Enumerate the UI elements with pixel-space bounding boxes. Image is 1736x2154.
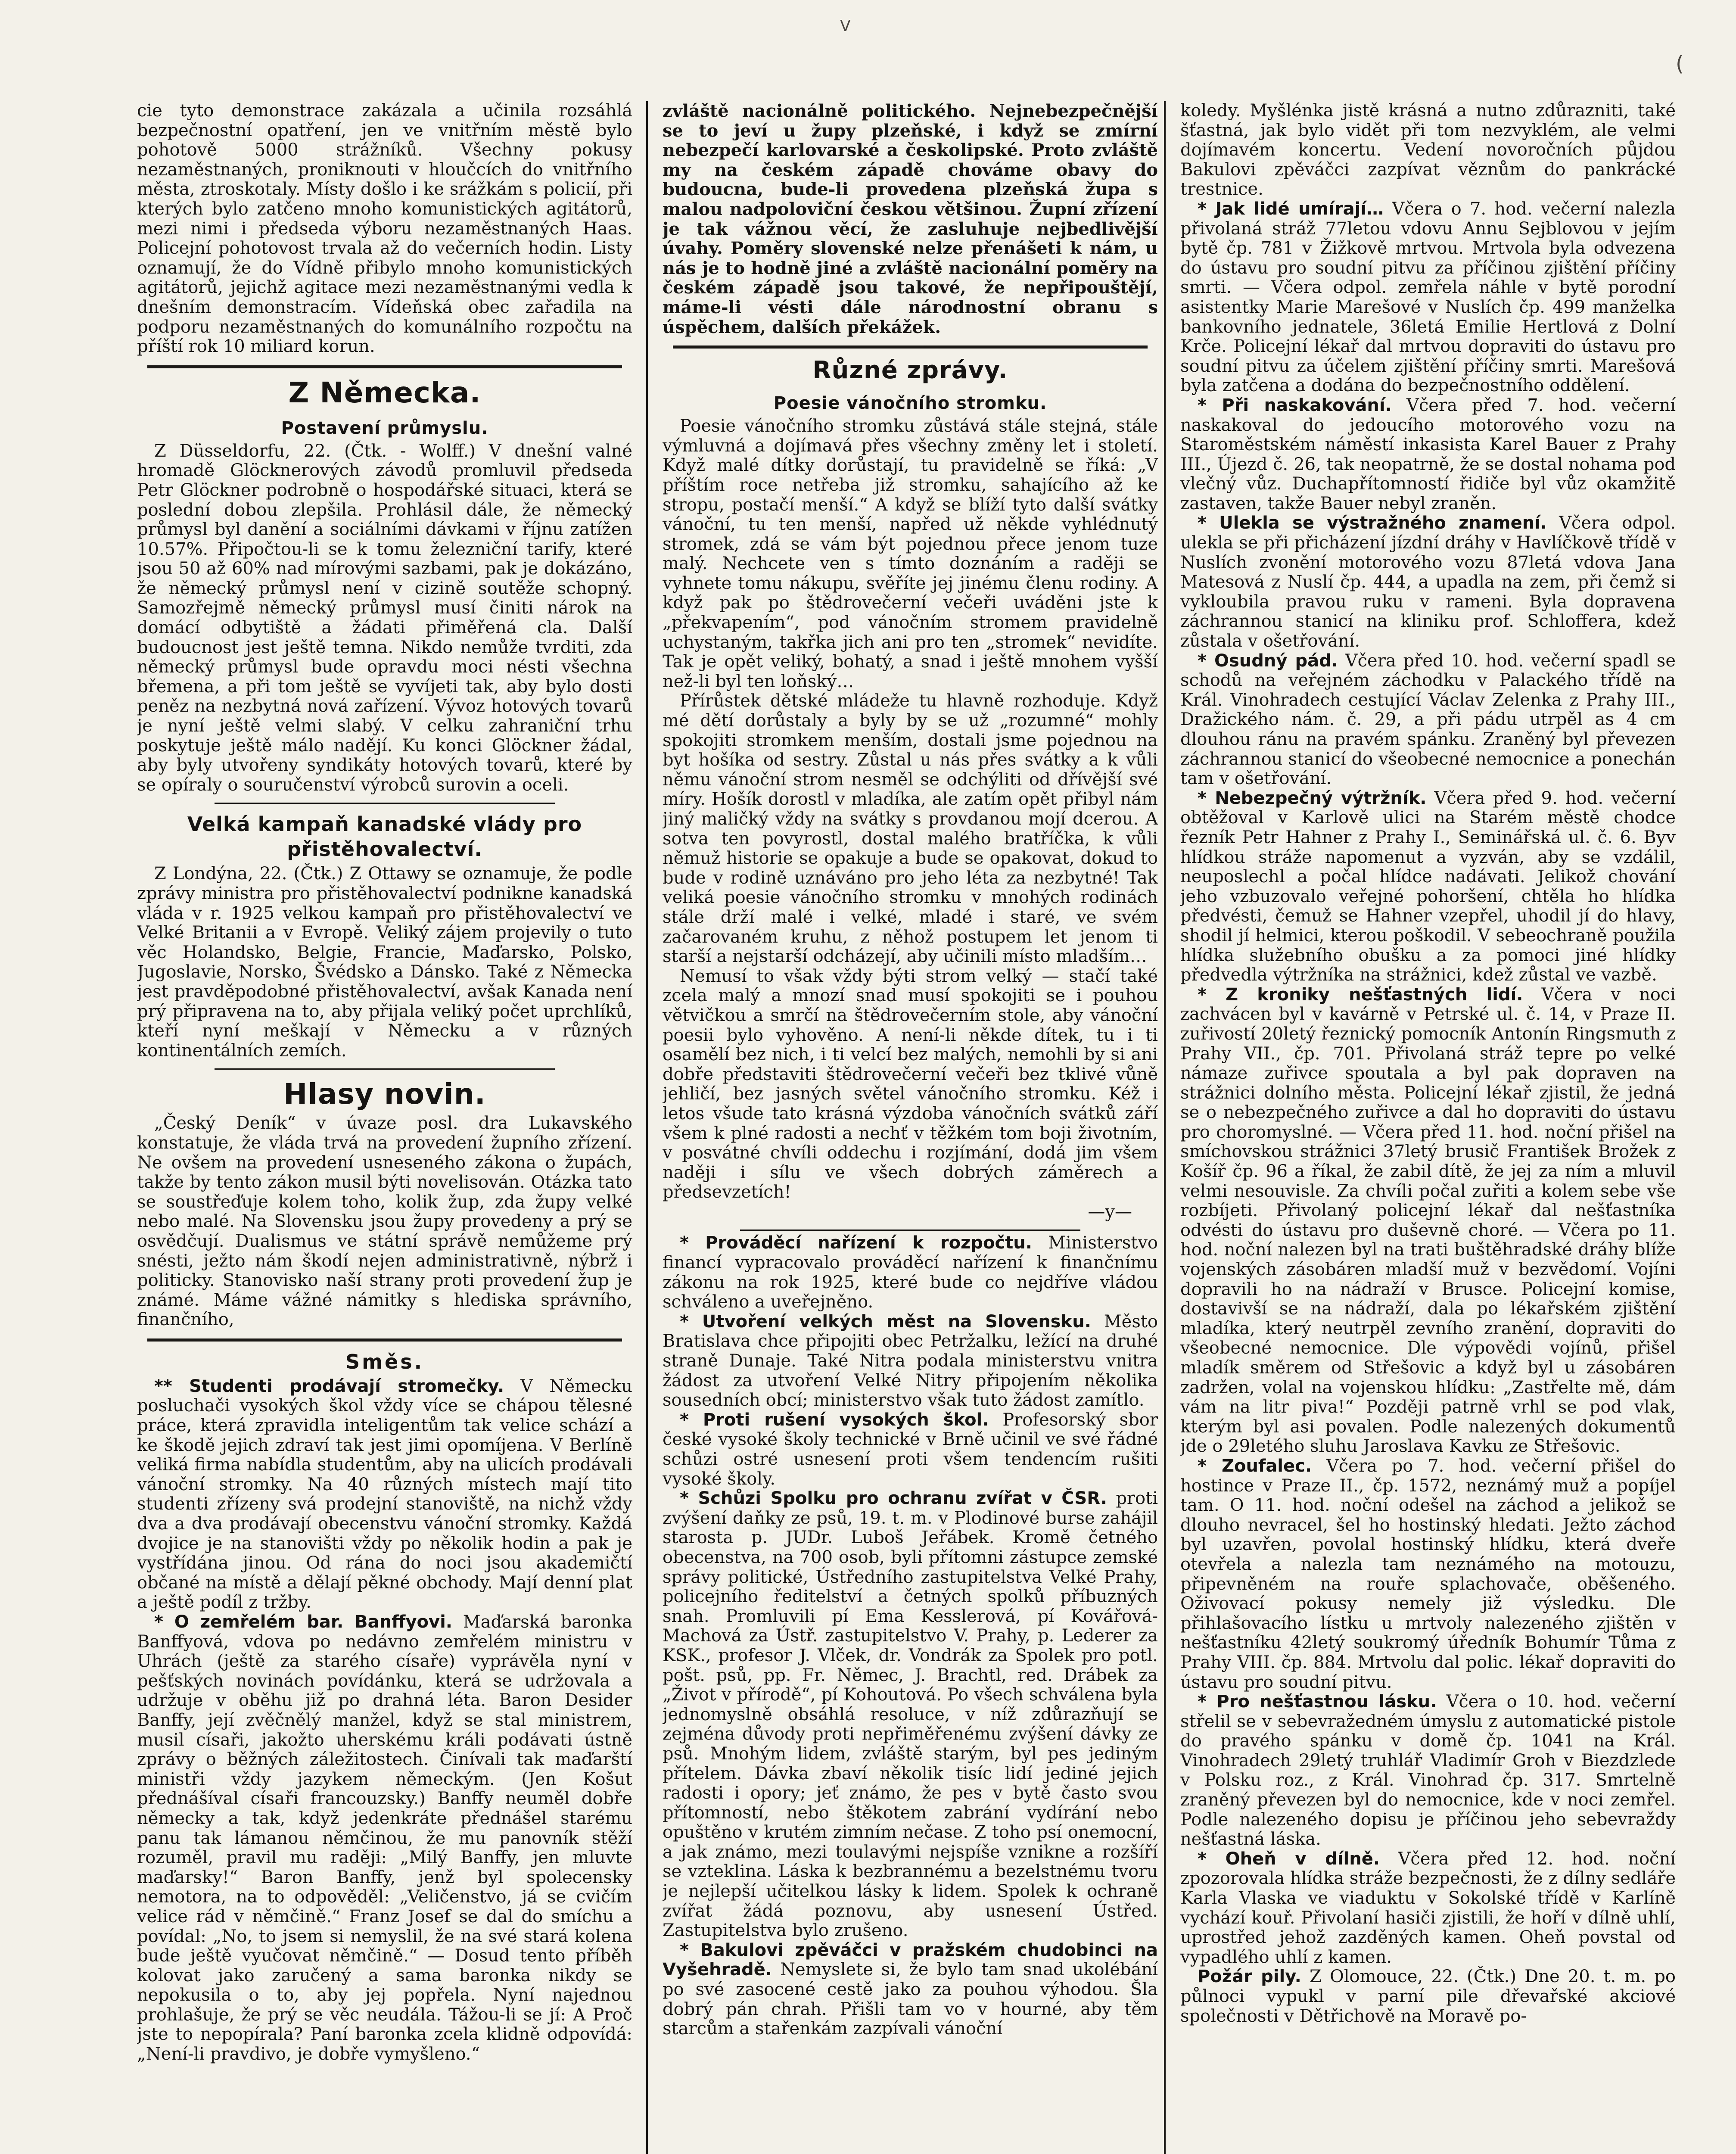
news-item [1180,514,1676,651]
news-item-kicker: * Prováděcí nařízení k rozpočtu. [680,1233,1032,1253]
news-item [663,1489,1158,1941]
news-item [137,1612,632,2064]
news-item-text: Včera před 12. hod. noční zpozorovala hlídka stráže bezpečnosti, že z dílny sedláře Karla Vlaska ve viaduktu v Sokolské třídě v Karlíně vychází kouř. Přivolaní hasiči zjistili, že hoří v dílně uhlí, uprostřed jehož zazděných kamen. Oheň povstal od vypadlého uhlí z kamen. [1180,1849,1676,1967]
article-divider [740,1230,1080,1231]
news-item [1180,396,1676,514]
article-paragraph: Z Londýna, 22. (Čtk.) Z Ottawy se oznamuje, že podle zprávy ministra pro přistěhovalectví podnikne kanadská vláda v r. 1925 velkou kampaň pro přistěhovalectví ve Velké Britanii a v Evropě. Veliký zájem projevily o tuto věc Holandsko, Belgie, Francie, Maďarsko, Polsko, Jugoslavie, Norsko, Švédsko a Dánsko. Také z Německa jest pravděpodobné přistěhovalectví, avšak Kanada není prý připravena na to, aby přijala veliký počet uprchlíků, kteří nyní meškají v Německu a v různých kontinentálních zemích. [137,864,632,1061]
news-item-kicker: ** Studenti prodávají stromečky. [154,1376,504,1396]
column-rule-1 [646,101,648,2154]
news-item-kicker: * Při naskakování. [1198,395,1392,415]
article-divider [215,1068,555,1070]
news-item [137,1377,632,1612]
article-paragraph: Z Düsseldorfu, 22. (Čtk. - Wolff.) V dnešní valné hromadě Glöcknerových závodů promluvil předseda Petr Glöckner podrobně o hospodářské situaci, která se poslední dobou zlepšila. Prohlásil dále, že německý průmysl byl danění a sociálními dávkami v říjnu zatížen 10.57%. Připočtou-li se k tomu železniční tarify, které jsou 50 až 60% nad mírovými sazbami, pak je dokázáno, že německý průmysl není v cizině soutěže schopný. Samozřejmě německý průmysl musí činiti nárok na domácí odbytiště a žádati přiměřená cla. Další budoucnost jest ještě temna. Nikdo nemůže tvrditi, zda německý průmysl bude opravdu moci nésti všechna břemena, a při tom ještě se vyvíjeti tak, aby bylo dosti peněz na nezbytná nová zařízení. Vývoz hotových tovarů je nyní ještě velmi slabý. V celku zahraniční trhu poskytuje ještě málo nadějí. Ku konci Glöckner žádal, aby byly utvořeny syndikáty hotových tovarů, které by se opíraly o souručenství výrobců surovin a oceli. [137,441,632,795]
news-item-text: Nemyslete si, že bylo tam snad ukolébání po své zasocené cestě jako za pouhou výhodou. Šla dobrý pán chrah. Přišli tam vo v hourné, aby těm starcům a stařenkám zazpívali vánoční [663,1960,1158,2039]
news-item-kicker: Požár pily. [1198,1967,1301,1987]
news-item [1180,789,1676,985]
news-item-text: Maďarská baronka Banffyová, vdova po nedávno zemřelém ministru v Uhrách (ještě za starého císaře) vyprávěla nyní v pešťských novinách povídánku, která se udržovala a udržuje v oběhu již po drahná léta. Baron Desider Banffy, její zvěčnělý manžel, když se stal ministrem, musil císaři, jakožto uherskému králi podávati ústně zprávy o běžných záležitostech. Činívali tak maďarští ministři vždy jazykem německým. (Jen Košut přednášíval císaři francouzsky.) Banffy neuměl dobře německy a tak, když jedenkráte přednášel starému panu tak lámanou němčinou, že mu panovník stěží rozuměl, pravil mu raději: „Milý Banffy, jen mluvte maďarsky!“ Baron Banffy, jenž byl spolecensky nemotora, na to odpověděl: „Veličenstvo, já se cvičím velice rád v němčině.“ Franz Josef se dal do smíchu a povídal: „No, to jsem si nemyslil, že na své stará kolena bude ještě vyučovat němčině.“ — Dosud tento příběh kolovat jako zaručený a sama baronka nikdy se nepokusila o to, aby jej popřela. Nyní najednou prohlašuje, že prý se věc neudála. Tážou-li se jí: A Proč jste to nepopírala? Paní baronka zcela klidně odpovídá: „Není-li pravdivo, je dobře vymyšleno.“ [137,1612,632,2064]
section-heading-z-nemecka: Z Německa. [288,376,481,409]
news-item-text: V Německu posluchači vysokých škol vždy více se chápou tělesné práce, která zpravidla inteligentům tak velice schází a ke škodě jejich zdraví tak jest jimi opomíjena. V Berlíně veliká firma nabídla studentům, aby na ulicích prodávali vánoční stromky. Na 40 různých místech mají tito studenti zřízeny svá prodejní stanoviště, na nichž vždy dva a dva prodávají obecenstvu vánoční stromky. Každá dvojice je na stanovišti vždy po několik hodin a pak je vystřídána jinou. Od rána do noci jsou akademičtí občané na místě a dělají pěkné obchody. Mají denní plat a ještě podíl z tržby. [137,1376,632,1612]
article-paragraph: „Český Deník“ v úvaze posl. dra Lukavského konstatuje, že vláda trvá na provedení župního zřízení. Ne ovšem na provedení usneseného zákona o župách, takže by tento zákon musil býti novelisován. Otázka tato se soustřeďuje kolem toho, kolik žup, zda župy velké nebo malé. Na Slovensku jsou župy provedeny a prý se osvědčují. Dualismus ve státní správě nemůžeme prý snésti, ježto nám škodí nejen administrativně, nýbrž i politicky. Stanovisko naší strany proti provedení žup je známé. Máme vážné námitky s hlediska správního, finančního, [137,1113,632,1330]
news-item-text: Z Olomouce, 22. (Čtk.) Dne 20. t. m. po půlnoci vypukl v parní pile dřevařské akciové společnosti v Dětřichově na Moravě po- [1180,1967,1676,2026]
news-item-kicker: * Nebezpečný výtržník. [1198,788,1427,808]
article-paragraph: Nemusí to však vždy býti strom velký — stačí také zcela malý a mnozí snad musí spokojiti se i pouhou větvičkou a smrčí na štědrovečerním stole, aby vánoční poesii bylo vyhověno. A není-li někde dítek, tu i ti osamělí bez nich, i ti velcí bez malých, nemohli by si ani dobře představiti štědrovečerní večeři bez tklivé vůně jehličí, bez jasných světel vánočního stromku. Kéž i letos všude tato krásná výzdoba vánočních svátků září všem k plné radosti a nechť v těžkém tom boji životním, v posvátné chvíli oddechu i rozjímání, dodá jim všem naději i sílu ve všech dobrých záměrech a předsevzetích! [663,966,1158,1202]
column-3 [1180,101,1676,2154]
article-signature: —y— [1088,1202,1132,1222]
column-1 [137,101,632,2154]
article-divider [215,803,555,804]
news-item [663,1410,1158,1489]
news-item-kicker: * Ulekla se výstražného znamení. [1198,513,1547,533]
news-item-kicker: * Bakulovi zpěváčci v pražském chudobinci na Vyšehradě. [663,1940,1158,1980]
news-item [1180,985,1676,1457]
article-paragraph: Přírůstek dětské mládeže tu hlavně rozhoduje. Když mé dětí dorůstaly a byly by se už „rozumné“ mohly spokojiti stromkem menším, dostali jsme pojednou na byt hošíka od sestry. Zůstal u nás přes svátky a k vůli němu vánoční strom nesměl se odchýliti od dřívější své míry. Hošík dorostl v mladíka, ale zatím opět přibyl nám jiný maličký vždy na svátky s provdanou mojí dcerou. A sotva ten povyrostl, dostal malého bratříčka, k vůli němuž historie se opakuje a bude se opakovat, dokud to bude v rodině uznáváno pro jeho léta za nezbytné! Tak veliká poesie vánočního stromku v mnohých rodinách stále drží malé i velké, mladé i staré, ve svém začarovaném kruhu, z něhož postupem let jenom ti starší a nejstarší odcházejí, aby učinili místo mladším… [663,691,1158,967]
article-paragraph: Poesie vánočního stromku zůstává stále stejná, stále výmluvná a dojímavá přes všechny změny let i století. Když malé dítky dorůstají, tu pravidelně se říká: „V příštím roce netřeba již stromku, sahajícího až ke stropu, postačí menší.“ A když se blíží tyto další svátky vánoční, tu ten menší, napřed už někde vyhlédnutý stromek, zdá se vám být pojednou přece jenom tuze malý. Nechcete ven s tímto doznáním a raději se vyhnete tomu nákupu, svěříte jej jinému členu rodiny. A když pak po štědrovečerní večeři uváděni jste k „překvapením“, pod vánočním stromem pravidelně uchystaným, takřka jich ani pro ten „stromek“ nevidíte. Tak je opět veliký, bohatý, a snad i ještě mnohem vyšší než-li byl ten loňský… [663,416,1158,691]
news-item-text: Včera o 7. hod. večerní nalezla přivolaná stráž 77letou vdovu Annu Sejblovou v jejím bytě čp. 781 v Žižkově mrtvou. Mrtvola byla odvezena do ústavu pro soudní pitvu za příčinou zjištění příčiny smrti. — Včera odpol. zemřela náhle v bytě porodní asistentky Marie Marešové v Nuslích čp. 499 manželka bankovního jednatele, 36letá Emilie Hertlová z Dolní Krče. Policejní lékař dal mrtvou dopraviti do ústavu pro soudní pitvu za účelem zjištění příčiny smrti. Marešová byla zatčena a dodána do bezpečnostního oddělení. [1180,199,1676,396]
news-item-text: Včera odpol. ulekla se při přicházení jízdní dráhy v Havlíčkově třídě v Nuslích zvonění motorového vozu 87letá vdova Jana Matesová z Nuslí čp. 444, a upadla na zem, při čemž si vykloubila pravou ruku v rameni. Byla dopravena záchrannou stanicí na kliniku prof. Schloffera, kdež zůstala v ošetřování. [1180,513,1676,651]
article-headline-kanada: Velká kampaň kanadské vlády pro přistěhovalectví. [187,812,582,861]
section-heading-smes: Směs. [345,1350,424,1373]
news-item-text: Včera před 9. hod. večerní obtěžoval v Karlově ulici na Starém městě chodce řezník Petr Hahner z Prahy I., Seminářská ul. č. 6. Byv hlídkou stráže napomenut a vyzván, aby se vzdálil, neuposlechl a počal hlídce nadávati. Jelikož chování jeho vzbuzovalo veřejné pohoršení, chtěla ho hlídka předvésti, čemuž se Hahner vzepřel, uhodil jí do hlavy, shodil jí helmici, kterou poškodil. V sebeochraně použila hlídka služebního obušku a za pomoci jiné hlídky předvedla výtržníka na strážnici, kdež zůstal ve vazbě. [1180,788,1676,985]
article-subheading: Poesie vánočního stromku. [773,393,1047,414]
news-item [1180,1692,1676,1849]
column-rule-2 [1164,101,1166,2154]
top-mark: V [840,17,851,35]
news-item-kicker: * Oheň v dílně. [1198,1849,1380,1869]
news-item-kicker: * Zoufalec. [1198,1456,1312,1476]
news-item-text: proti zvýšení daňky ze psů, 19. t. m. v Plodinové burse zahájil starosta p. JUDr. Luboš Jeřábek. Kromě četného obecenstva, na 700 osob, byli přítomni zástupce zemské správy politické, Ústředního zastupitelstva Velké Prahy, policejního ředitelství a četných spolků příbuzných snah. Promluvili pí Ema Kesslerová, pí Kovářová-Machová za Ústř. zastupitelstvo V. Prahy, p. Lederer za KSK., profesor J. Vlček, dr. Vondrák za Spolek pro potl. pošt. psů, pp. Fr. Němec, J. Brachtl, red. Drábek za „Život v přírodě“, pí Kohoutová. Po všech schválena byla jednomyslně obsáhlá resoluce, v níž zdůrazňují se zejména důvody proti nepřiměřenému zvýšení dávky ze psů. Mnohým lidem, zvláště starým, byl pes jediným přítelem. Dávka zbaví několik tisíc lidí jediné jejich radosti i opory; jeť známo, že pes v bytě často svou přítomností, nebo štěkotem zabrání vydírání nebo opuštěno v krutém zimním nečase. Z toho psí onemocní, a jak známo, mezi toulavými nejspíše vznikne a rozšíří se vzteklina. Láska k bezbrannému a bezelstnému tvoru je nejlepší učitelkou lásky k lidem. Spolek k ochraně zvířat žádá poznovu, aby usnesení Ústřed. Zastupitelstva bylo zrušeno. [663,1488,1158,1941]
section-divider [147,365,622,368]
news-item-kicker: * Jak lidé umírají… [1198,199,1384,219]
news-item [1180,1967,1676,2026]
news-item-kicker: * Z kroniky nešťastných lidí. [1198,984,1523,1005]
news-item-kicker: * Pro nešťastnou lásku. [1198,1692,1437,1712]
news-item-text: Profesorský sbor české vysoké školy technické v Brně učinil ve své řádné schůzi ostré usnesení proti všem tendencím rušiti vysoké školy. [663,1410,1158,1489]
news-item [1180,1457,1676,1692]
news-item [663,1941,1158,2039]
section-heading-ruzne-zpravy: Různé zprávy. [812,356,1008,385]
news-item-kicker: * Schůzi Spolku pro ochranu zvířat v ČSR. [680,1488,1107,1509]
news-item-kicker: * Proti rušení vysokých škol. [680,1410,989,1430]
corner-mark: ( [1676,52,1684,76]
news-item-text: Včera o 10. hod. večerní střelil se v sebevražedném úmyslu z automatické pistole do pravého spánku v domě čp. 1041 na Král. Vinohradech 29letý truhlář Vladimír Groh v Biezdzlede v Polsku roz., z Král. Vinohrad čp. 317. Smrtelně zraněný převezen byl do nemocnice, kde v noci zemřel. Podle nalezeného dopisu je příčinou jeho sebevraždy nešťastná láska. [1180,1692,1676,1849]
news-item-text: Včera po 7. hod. večerní přišel do hostince v Praze II., čp. 1572, neznámý muž a popíjel tam. O 11. hod. noční odešel na záchod a jelikož se dlouho nevracel, šel ho hostinský hledati. Ježto záchod byl uzavřen, povolal hostinský hlídku, která dveře otevřela a nalezla tam neznámého na motouzu, připevněném na rouře splachovače, oběšeného. Oživovací pokusy nemely již výsledku. Dle přihlašovacího lístku u mrtvoly nalezeného zjištěn v nešťastníku 42letý soukromý úředník Bohumír Tůma z Prahy VIII. čp. 884. Mrtvolu dal polic. lékař dopraviti do ústavu pro soudní pitvu. [1180,1456,1676,1692]
news-item-text: Včera před 10. hod. večerní spadl se schodů na veřejném záchodku v Palackého třídě na Král. Vinohradech cestující Václav Zelenka z Prahy III., Dražického nám. č. 29, a při pádu utrpěl as 4 cm dlouhou ránu na pravém spánku. Zraněný byl převezen záchrannou stanicí do všeobecné nemocnice a ponechán tam v ošetřování. [1180,651,1676,789]
news-item [1180,199,1676,396]
column-1-continued-paragraph: cie tyto demonstrace zakázala a učinila rozsáhlá bezpečnostní opatření, jen ve vnitřním městě bylo pohotově 5000 strážníků. Všechny pokusy nezaměstnaných, proniknouti v hloučcích do vnitřního města, ztroskotaly. Místy došlo i ke srážkám s policií, při kterých bylo zatčeno mnoho komunistických agitátorů, mezi nimi i předseda výboru nezaměstnaných Haas. Policejní pohotovost trvala až do večerních hodin. Listy oznamují, že do Vídně přibylo mnoho komunistických agitátorů, jejichž agitace mezi nezaměstnanými vedla k dnešním demonstracím. Vídeňská obec zařadila na podporu nezaměstnaných do komunálního rozpočtu na příští rok 10 miliard korun. [137,101,632,357]
news-item [663,1233,1158,1312]
news-item-text: Včera před 7. hod. večerní naskakoval do jedoucího motorového vozu na Staroměstském náměstí inkasista Karel Bauer z Prahy III., Újezd č. 26, tak neopatrně, že se dostal nohama pod vlečný vůz. Duchapřítomností řidiče byl vůz okamžitě zastaven, takže Bauer nebyl zraněn. [1180,395,1676,514]
section-heading-hlasy-novin: Hlasy novin. [283,1077,486,1111]
article-subheading: Postavení průmyslu. [281,418,488,438]
news-item-text: Včera v noci zachvácen byl v kavárně v Petrské ul. č. 14, v Praze II. zuřivostí 20letý řeznický pomocník Antonín Ringsmuth z Prahy VII., čp. 701. Přivolaná stráž tepre po velké námaze zuřivce spoutala a byl pak dopraven na strážnici dolního města. Policejní lékař zjistil, že jedná se o nebezpečného zuřivce a dal ho dopraviti do ústavu pro choromyslné. — Včera před 11. hod. noční přišel na smíchovskou strážnici 37letý brusič František Brožek z Košíř čp. 96 a říkal, že zabil dítě, že jej za ním a mluvil velmi nesouvisle. Za chvíli počal zuřiti a kolem sebe vše rozbíjeti. Přivolaný policejní lékař dal nešťastníka odvésti do ústavu pro duševně choré. — Včera po 11. hod. noční nalezen byl na trati buštěhradské dráhy blíže vojenských zásobáren mladší muž v bezvědomí. Vojíni dopravili ho na nádraží v Brusce. Policejní komise, dostavivší se na nádraží, dala po lékařském zjištění mladíka, který neutrpěl zevního zranění, dopraviti do všeobecné nemocnice. Dle výpovědi vojínů, přišel mladík směrem od Střešovic a když byl u zásobáren zadržen, volal na vojenskou hlídku: „Zastřelte mě, dám vám na litr piva!“ Později patrně vrhl se pod vlak, kterým byl asi povalen. Podle nalezených dokumentů jde o 29letého sluhu Jaroslava Kavku ze Střešovic. [1180,984,1676,1457]
news-item-kicker: * Utvoření velkých měst na Slovensku. [680,1311,1091,1332]
section-divider [673,346,1148,349]
news-item-kicker: * O zemřelém bar. Banffyovi. [154,1612,452,1632]
section-divider [147,1338,622,1342]
news-item [1180,651,1676,789]
column-2 [663,101,1158,2154]
news-item-text: Ministerstvo financí vypracovalo prováděcí nařízení k finančnímu zákonu na rok 1925, které bude co nejdříve vládou schváleno a uveřejněno. [663,1233,1158,1312]
news-item [663,1312,1158,1410]
news-item-kicker: * Osudný pád. [1198,651,1338,671]
column-3-continued-paragraph: koledy. Myšlénka jistě krásná a nutno zdůrazniti, také šťastná, jak bylo vidět při tom nezvyklém, ale velmi dojímavém koncertu. Vedení novoročních půjdou Bakulovi zpěváčci zazpívat věznům do pankrácké trestnice. [1180,101,1676,199]
news-item-text: Město Bratislava chce připojiti obec Petržalku, ležící na druhé straně Dunaje. Také Nitra podala ministerstvu vnitra žádost za utvoření Velké Nitry připojením několika sousedních obcí; ministerstvo však tuto žádost zamítlo. [663,1311,1158,1410]
column-2-continued-paragraph: zvláště nacionálně politického. Nejnebezpečnější se to jeví u župy plzeňské, i když se zmírní nebezpečí karlovarské a českolipské. Proto zvláště my na českém západě chováme obavy do budoucna, bude-li provedena plzeňská župa s malou nadpoloviční českou většinou. Župní zřízení je tak vážnou věcí, že zasluhuje nejbedlivější úvahy. Poměry slovenské nelze přenášeti k nám, u nás je to hodně jiné a zvláště nacionální poměry na českém západě jsou takové, že nepřipouštějí, máme-li vésti dále národnostní obranu s úspěchem, dalších překážek. [663,101,1158,337]
news-item [1180,1849,1676,1967]
